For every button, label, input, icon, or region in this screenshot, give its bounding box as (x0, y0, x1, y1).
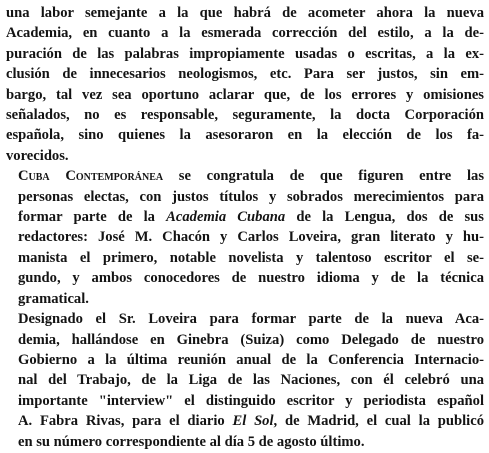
text-line: Academia, en cuanto a la esmerada corrección del estilo, a la de- (6, 25, 484, 42)
text-line (6, 411, 484, 431)
text-line: puración de las palabras impropiamente usadas o escritas, a la ex- (6, 45, 484, 62)
text-line: una labor semejante a la que habrá de acometer ahora la nueva (6, 5, 484, 21)
text-segment: se congratula de que figuren entre las (163, 168, 484, 185)
text-line: española, sino quienes la asesoraron en la elección de los fa- (6, 127, 484, 144)
text-line: personas electas, con justos títulos y sobrados merecimientos para (18, 188, 484, 205)
text-line: importante "interview" el distinguido escritor y periodista español (18, 392, 484, 409)
text-line: gundo, y ambos conocedores de nuestro idioma y de la técnica (18, 270, 484, 287)
text-segment: A. Fabra Rivas, para el diario (18, 413, 233, 430)
paragraph-2 (6, 166, 484, 309)
text-segment: formar parte de la (18, 209, 167, 226)
text-line: señalados, no es responsable, seguramente, la docta Corporación (6, 107, 484, 124)
text-line: nal del Trabajo, de la Liga de las Naciones, con él celebró una (18, 372, 484, 389)
text-line: demia, hallándose en Ginebra (Suiza) como Delegado de nuestro (18, 331, 484, 348)
academy-name: Academia Cubana (166, 209, 286, 226)
text-line: clusión de innecesarios neologismos, etc. Para ser justos, sin em- (6, 66, 484, 83)
text-line (6, 207, 484, 227)
text-segment: de la Lengua, dos de sus (285, 209, 484, 226)
text-line: gramatical. (18, 290, 89, 307)
text-line: vorecidos. (6, 147, 69, 164)
text-line (6, 166, 484, 186)
newspaper-title: El Sol (232, 413, 274, 430)
magazine-title: Cuba Contemporánea (18, 168, 164, 185)
text-segment: , de Madrid, el cual la publicó (273, 413, 485, 430)
text-line: en su número correspondiente al día 5 de agosto último. (18, 433, 365, 450)
text-line: Gobierno a la última reunión anual de la Conferencia Internacio- (18, 351, 484, 368)
paragraph-1 (6, 3, 484, 166)
text-line: Designado el Sr. Loveira para formar parte de la nueva Aca- (18, 311, 484, 328)
text-line: bargo, tal vez sea oportuno aclarar que, de los errores y omisiones (6, 86, 484, 103)
text-line: redactores: José M. Chacón y Carlos Loveira, gran literato y hu- (18, 229, 484, 246)
document-page (6, 3, 484, 452)
paragraph-3 (6, 309, 484, 452)
text-line: manista el primero, notable novelista y talentoso escritor el se- (18, 249, 484, 266)
